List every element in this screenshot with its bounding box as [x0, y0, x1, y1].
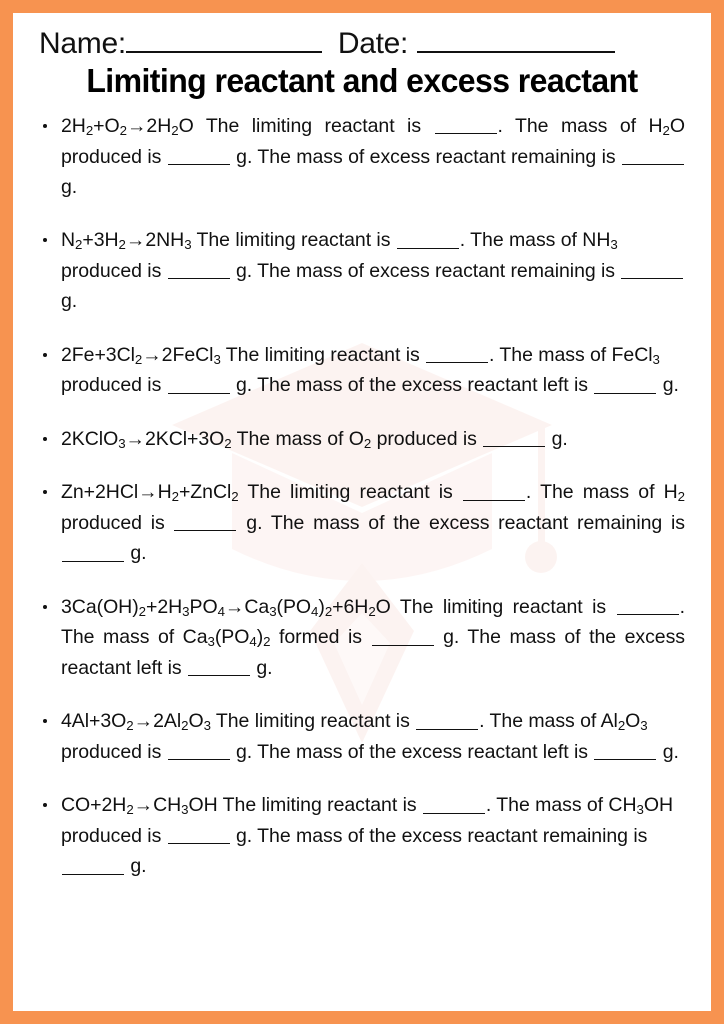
answer-blank[interactable] — [168, 261, 230, 279]
chemical-equation: $2KClO_3\to 2KCl+3O_2$ — [61, 427, 232, 451]
answer-blank[interactable] — [188, 658, 250, 676]
question-item-q2 — [39, 225, 685, 316]
question-text: The mass of $O_2$ produced is g. — [231, 427, 568, 451]
answer-blank[interactable] — [621, 261, 683, 279]
answer-blank[interactable] — [168, 742, 230, 760]
question-item-q3 — [39, 340, 685, 401]
page-title: Limiting reactant and excess reactant — [86, 62, 638, 99]
question-item-q7 — [39, 706, 685, 767]
answer-blank[interactable] — [397, 231, 459, 249]
question-text: The limiting reactant is . The mass of $Ca_3(PO_4)_2$ formed is g. The mass of the excess reactant left is g. — [61, 595, 686, 679]
chemical-equation: $4Al+3O_2\to 2Al_2O_3$ — [61, 710, 211, 734]
answer-blank[interactable] — [168, 376, 230, 394]
answer-blank[interactable] — [174, 513, 236, 531]
worksheet-content — [13, 13, 711, 882]
question-item-q8 — [39, 790, 685, 881]
question-text: The limiting reactant is . The mass of $CH_3OH$ produced is g. The mass of the excess reactant remaining is g. — [61, 794, 673, 878]
question-item-q6 — [39, 592, 685, 684]
question-list — [39, 111, 685, 882]
date-input-rule[interactable] — [417, 51, 615, 53]
answer-blank[interactable] — [426, 345, 488, 363]
question-text: The limiting reactant is . The mass of $Al_2O_3$ produced is g. The mass of the excess reactant left is g. — [61, 710, 679, 763]
question-item-q5 — [39, 477, 685, 568]
question-text: The limiting reactant is . The mass of $NH_3$ produced is g. The mass of excess reactant remaining is g. — [61, 229, 684, 312]
question-text: The limiting reactant is . The mass of $H_2$ produced is g. The mass of the excess reactant remaining is g. — [61, 481, 685, 565]
name-label: Name: — [39, 27, 126, 60]
answer-blank[interactable] — [168, 826, 230, 844]
name-input-rule[interactable] — [126, 51, 322, 53]
chemical-equation: $N_2+3H_2\to 2NH_3$ — [61, 229, 192, 253]
question-item-q4 — [39, 424, 685, 455]
answer-blank[interactable] — [617, 597, 679, 615]
answer-blank[interactable] — [594, 742, 656, 760]
answer-blank[interactable] — [435, 116, 497, 134]
answer-blank[interactable] — [483, 429, 545, 447]
answer-blank[interactable] — [416, 712, 478, 730]
chemical-equation: $CO+2H_2\to CH_3OH$ — [61, 794, 218, 818]
chemical-equation: $Zn+2HCl\to H_2+ZnCl_2$ — [61, 481, 239, 505]
question-text: The limiting reactant is . The mass of FeCl$_3$ produced is g. The mass of the excess reactant left is g. — [61, 343, 679, 397]
answer-blank[interactable] — [372, 628, 434, 646]
question-item-q1 — [39, 111, 685, 202]
answer-blank[interactable] — [168, 147, 230, 165]
question-text: The limiting reactant is . The mass of $H_2O$ produced is g. The mass of excess reactant remaining is g. — [61, 114, 685, 198]
answer-blank[interactable] — [423, 796, 485, 814]
worksheet-sheet — [13, 13, 711, 1011]
name-date-row — [39, 27, 685, 61]
chemical-equation: $2Fe+3Cl_2\to 2FeCl_3$ — [61, 343, 221, 367]
date-label: Date: — [337, 27, 409, 60]
answer-blank[interactable] — [594, 376, 656, 394]
chemical-equation: $2H_2+O_2\to 2H_2O$ — [61, 114, 194, 138]
answer-blank[interactable] — [62, 857, 124, 875]
answer-blank[interactable] — [622, 147, 684, 165]
chemical-equation: $3Ca(OH)_2+2H_3PO_4\to Ca_3(PO_4)_2+6H_2O$ — [61, 595, 391, 619]
answer-blank[interactable] — [62, 544, 124, 562]
answer-blank[interactable] — [463, 483, 525, 501]
